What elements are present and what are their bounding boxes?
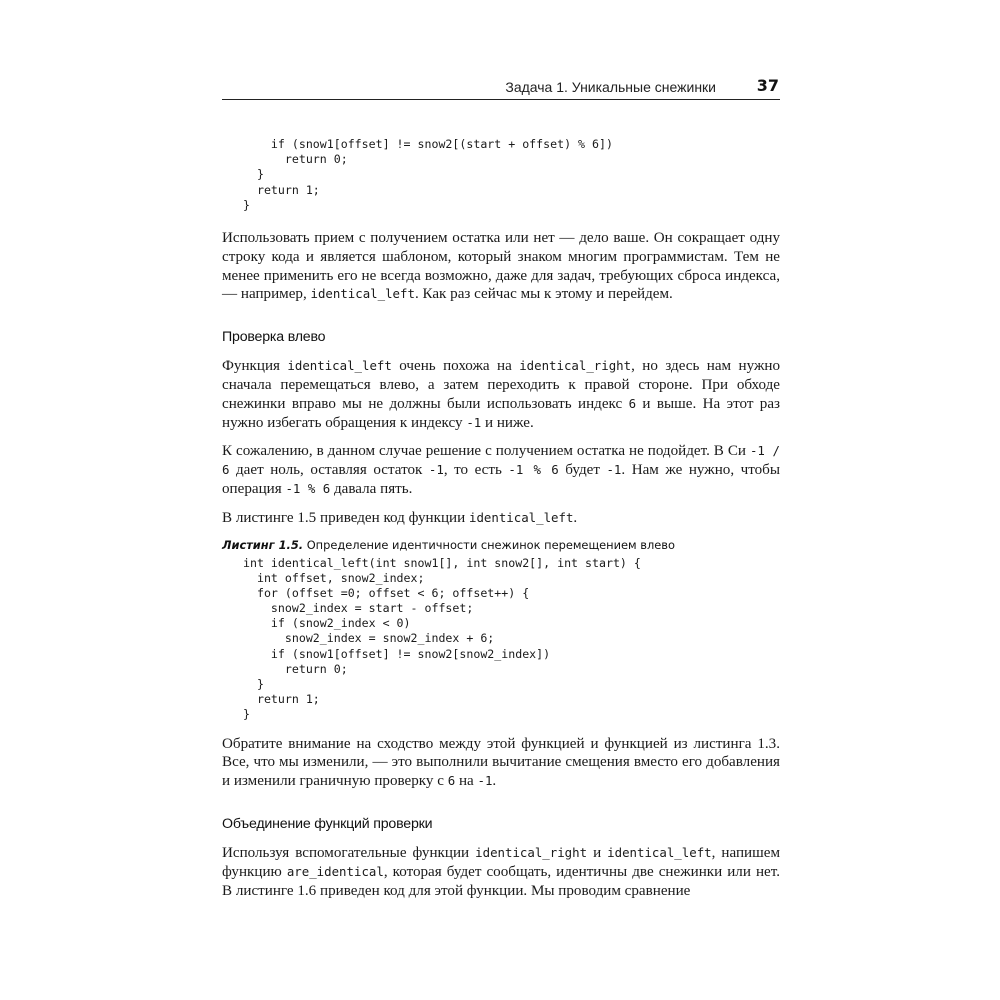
page-content — [222, 137, 780, 900]
section-heading-combine-checks: Объединение функций проверки — [222, 815, 433, 832]
running-header — [222, 77, 780, 100]
text-run: дает ноль, оставляя остаток — [229, 462, 429, 479]
paragraph-identical-left-intro — [222, 357, 780, 432]
inline-code: -1 % 6 — [285, 480, 331, 496]
code-line: int offset, snow2_index; — [243, 570, 425, 585]
inline-code: -1 / 6 — [222, 443, 780, 478]
text-run: Используя вспомогательные функции — [222, 844, 476, 861]
paragraph-modulo-remark — [222, 229, 780, 304]
inline-code: are_identical — [286, 863, 384, 879]
code-line: } — [243, 167, 264, 182]
code-line: for (offset =0; offset < 6; offset++) { — [243, 585, 530, 600]
text-run: Обратите внимание на сходство между этой функцией и функцией из листинга 1.3. Все, что мы изменили, — это выполнили вычитание смещения вместо его добавления и изменили граничную проверку с — [222, 735, 780, 790]
text-run: , которая будет сообщать, идентичны две снежинки или нет. В листинге 1.6 приведен код для этой функции. Мы проводим сравнение — [222, 863, 780, 899]
inline-code: identical_left — [468, 509, 574, 525]
text-run: , то есть — [443, 462, 509, 479]
code-line: return 0; — [243, 661, 348, 676]
text-run: и — [587, 844, 608, 861]
inline-code: 6 — [628, 395, 637, 411]
paragraph-listing-intro — [222, 509, 780, 528]
text-run: на — [455, 773, 478, 790]
code-line: int identical_left(int snow1[], int snow2[], int start) { — [243, 555, 641, 570]
inline-code: identical_left — [607, 844, 712, 860]
text-run: , напишем функцию — [222, 844, 781, 880]
page-number: 37 — [756, 76, 779, 95]
text-run: давала пять. — [330, 480, 413, 497]
text-run: В листинге 1.5 приведен код функции — [222, 509, 469, 526]
paragraph-modulo-negative — [222, 442, 780, 498]
paragraph-are-identical — [222, 844, 780, 900]
inline-code: identical_right — [519, 358, 632, 374]
text-run: и ниже. — [481, 414, 534, 431]
text-run: , но здесь нам нужно сначала перемещаться влево, а затем переходить к правой стороне. При обходе снежинки вправо мы не должны были использовать индекс — [222, 358, 780, 412]
text-run: и выше. На этот раз нужно избегать обращения к индексу — [222, 395, 781, 431]
code-line: if (snow1[offset] != snow2[(start + offset) % 6]) — [243, 137, 613, 151]
code-line: if (snow2_index < 0) — [243, 616, 411, 631]
code-line: } — [243, 677, 264, 691]
inline-code: identical_right — [475, 844, 588, 860]
listing-code — [222, 556, 780, 723]
inline-code: -1 — [428, 462, 444, 478]
inline-code: identical_left — [310, 286, 415, 302]
inline-code: -1 — [466, 414, 482, 430]
text-run: Функция — [222, 358, 288, 375]
code-line: return 0; — [243, 152, 348, 167]
paragraph-listing-comparison — [222, 735, 780, 791]
code-line: return 1; — [243, 692, 320, 707]
code-line: return 1; — [243, 182, 320, 197]
text-run: . — [492, 773, 497, 790]
section-heading-check-left: Проверка влево — [222, 329, 326, 346]
text-run: К сожалению, в данном случае решение с получением остатка не подойдет. В Си — [222, 443, 750, 460]
text-run: Использовать прием с получением остатка или нет — дело ваше. Он сокращает одну строку кода и является шаблоном, который знаком многим программистам. Тем не менее применить его не всегда возможно, даже для задач, требующих сброса индекса, — например, — [222, 229, 780, 303]
running-title: Задача 1. Уникальные снежинки — [505, 79, 716, 95]
code-fragment-top — [222, 137, 780, 213]
code-line: snow2_index = snow2_index + 6; — [243, 631, 495, 646]
listing-caption — [222, 538, 780, 552]
code-line: snow2_index = start - offset; — [243, 601, 474, 616]
text-run: . Нам же нужно, чтобы операция — [222, 462, 781, 497]
listing-label: Листинг 1.5. — [222, 537, 304, 552]
inline-code: -1 — [477, 773, 493, 789]
text-run: будет — [558, 462, 607, 479]
code-line: } — [243, 707, 250, 722]
inline-code: 6 — [447, 773, 456, 789]
inline-code: -1 % 6 — [508, 462, 559, 478]
text-run: очень похожа на — [391, 358, 520, 375]
code-line: } — [243, 197, 250, 212]
inline-code: identical_left — [287, 358, 392, 374]
code-line: if (snow1[offset] != snow2[snow2_index]) — [243, 646, 551, 661]
listing-title: Определение идентичности снежинок перемещением влево — [306, 537, 675, 552]
text-run: . — [573, 509, 578, 526]
inline-code: -1 — [606, 462, 622, 478]
text-run: . Как раз сейчас мы к этому и перейдем. — [414, 286, 673, 303]
